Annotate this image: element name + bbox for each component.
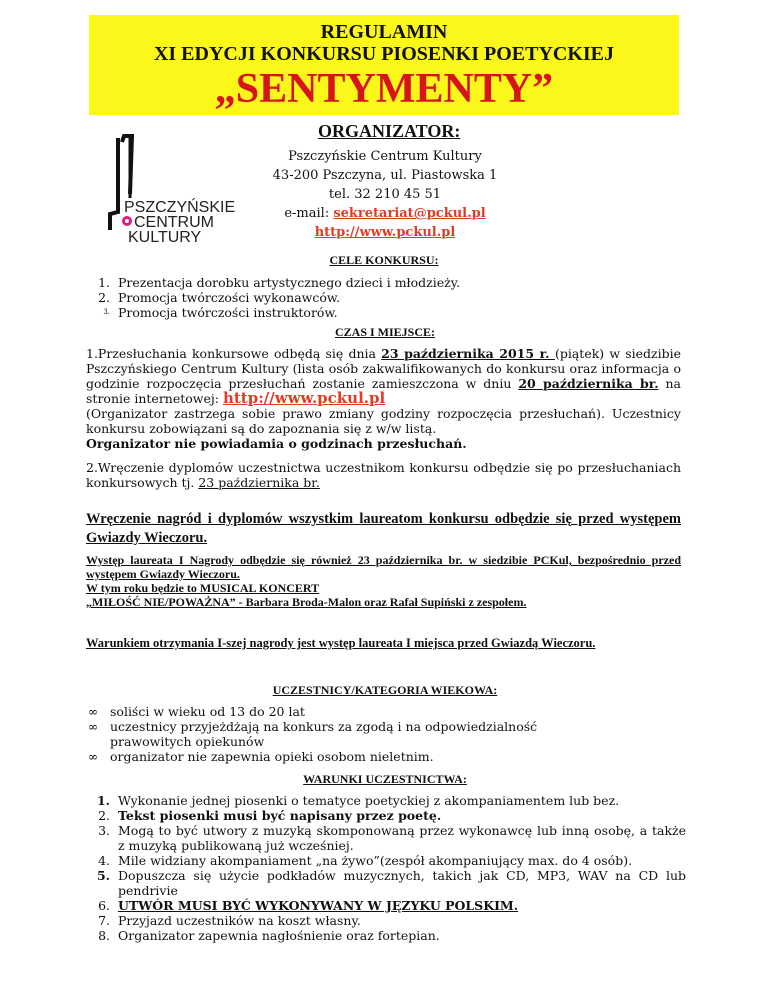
- participants-heading: UCZESTNICY/KATEGORIA WIEKOWA:: [272, 683, 498, 697]
- title-edition: XI EDYCJI KONKURSU PIOSENKI POETYCKIEJ: [153, 43, 615, 65]
- email-label: e-mail:: [284, 206, 334, 221]
- list-item: 7. Przyjazd uczestników na koszt własny.: [98, 913, 361, 928]
- awards-details: Występ laureata I Nagrody odbędzie się również 23 października br. w siedzibie PCKul, bezpośrednio przed występem Gwiazdy Wieczoru. W tym roku będzie to MUSICAL KONCERT „MIŁOŚĆ NIE/POWAŻNA” - Barbara Broda-Malon oraz Rafał Supiński z zespołem.: [86, 553, 681, 609]
- list-item: 8. Organizator zapewnia nagłośnienie oraz fortepian.: [98, 928, 440, 943]
- logo-line-3: KULTURY: [128, 229, 202, 244]
- organizer-email-line: [250, 204, 520, 223]
- logo-line-1: PSZCZYŃSKIE: [124, 199, 236, 216]
- email-link[interactable]: sekretariat@pckul.pl: [333, 206, 486, 221]
- time-place-p2: 2.Wręczenie dyplomów uczestnictwa uczestnikom konkursu odbędzie się po przesłuchaniach konkursowych tj. 23 października br.: [86, 460, 681, 490]
- list-item: 4. Mile widziany akompaniament „na żywo”(zespół akompaniujący max. do 4 osób).: [98, 853, 633, 868]
- organizer-phone: tel. 32 210 45 51: [328, 187, 442, 202]
- list-item: 5. Dopuszcza się użycie podkładów muzycznych, takich jak CD, MP3, WAV na CD lub pendrivie: [96, 868, 686, 898]
- title-regulamin: REGULAMIN: [320, 21, 448, 43]
- conditions-heading: WARUNKI UCZESTNICTWA:: [303, 772, 467, 786]
- conditions-list: [86, 793, 686, 943]
- list-item: 6. UTWÓR MUSI BYĆ WYKONYWANY W JĘZYKU POLSKIM.: [98, 898, 519, 913]
- organizer-info: [250, 147, 520, 242]
- awards-headline: Wręczenie nagród i dyplomów wszystkim laureatom konkursu odbędzie się przed występem Gwiazdy Wieczoru.: [86, 511, 681, 546]
- list-item: 2. Promocja twórczości wykonawców.: [98, 290, 341, 305]
- list-item: 1. Wykonanie jednej piosenki o tematyce poetyckiej z akompaniamentem lub bez.: [96, 793, 620, 808]
- awards-condition: Warunkiem otrzymania I-szej nagrody jest występ laureata I miejsca przed Gwiazdą Wieczoru.: [86, 636, 596, 650]
- list-item: ∞ organizator nie zapewnia opieki osobom nieletnim.: [87, 749, 434, 764]
- organizer-name: Pszczyńskie Centrum Kultury: [288, 149, 482, 164]
- organizer-heading: ORGANIZATOR:: [318, 121, 461, 141]
- website-link[interactable]: http://www.pckul.pl: [314, 225, 456, 240]
- list-item: 2. Tekst piosenki musi być napisany przez poetę.: [98, 808, 442, 823]
- participants-list: [86, 704, 606, 764]
- list-item: 3. Mogą to być utwory z muzyką skomponowaną przez wykonawcę lub inną osobę, a także z muzyką publikowaną już wcześniej.: [98, 823, 686, 853]
- goals-heading: CELE KONKURSU:: [329, 253, 439, 267]
- time-place-p1: 1.Przesłuchania konkursowe odbędą się dnia 23 października 2015 r. (piątek) w siedzibie Pszczyńskiego Centrum Kultury (lista osób zakwalifikowanych do konkursu oraz informacja o godzinie rozpoczęcia przesłuchań zostanie zamieszczona w dniu 20 października br. na stronie internetowej: http://www.pckul.pl (Organizator zastrzega sobie prawo zmiany godziny rozpoczęcia przesłuchań). Uczestnicy konkursu zobowiązani są do zapoznania się z w/w listą. Organizator nie powiadamia o godzinach przesłuchań.: [86, 346, 681, 451]
- organizer-address: 43-200 Pszczyna, ul. Piastowska 1: [272, 168, 498, 183]
- list-item: ∞ soliści w wieku od 13 do 20 lat: [87, 704, 305, 719]
- title-banner: [89, 15, 679, 115]
- list-item: 3. Promocja twórczości instruktorów.: [103, 305, 338, 320]
- logo-line-2: CENTRUM: [134, 214, 214, 231]
- time-place-heading: CZAS I MIEJSCE:: [334, 325, 436, 339]
- list-item: ∞ uczestnicy przyjeżdżają na konkurs za zgodą i na odpowiedzialność prawowitych opiekunów: [87, 719, 538, 749]
- goals-list: [86, 275, 686, 320]
- website-link-2[interactable]: http://www.pckul.pl: [222, 389, 386, 407]
- list-item: 1. Prezentacja dorobku artystycznego dzieci i młodzieży.: [98, 275, 461, 290]
- title-sentymenty: „SENTYMENTY”: [214, 66, 554, 112]
- pckul-logo: [96, 134, 236, 244]
